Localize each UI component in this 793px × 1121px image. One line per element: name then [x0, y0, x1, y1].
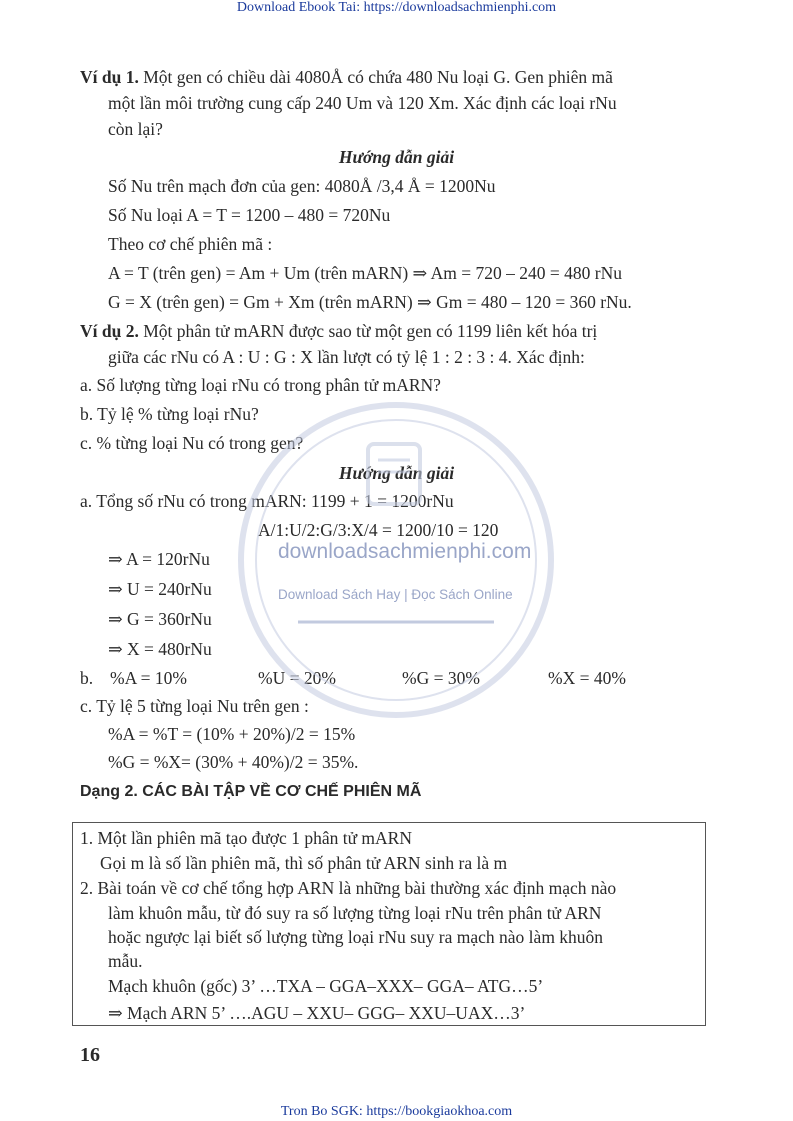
- solution2-a-line: a. Tổng số rNu có trong mARN: 1199 + 1 = 1200rNu: [80, 491, 454, 511]
- box-line: 1. Một lần phiên mã tạo được 1 phân tử mARN: [80, 828, 412, 848]
- count-u: ⇒ U = 240rNu: [108, 579, 212, 599]
- guide-title-2: Hướng dẫn giải: [338, 463, 455, 483]
- example1-label: Ví dụ 1.: [80, 67, 139, 87]
- section-title: Dạng 2. CÁC BÀI TẬP VỀ CƠ CHẾ PHIÊN MÃ: [80, 783, 422, 800]
- box-line: Gọi m là số lần phiên mã, thì số phân tử ARN sinh ra là m: [100, 853, 508, 873]
- question-a: a. Số lượng từng loại rNu có trong phân tử mARN?: [80, 375, 441, 395]
- solution1-line: Số Nu loại A = T = 1200 – 480 = 720Nu: [108, 205, 391, 225]
- solution2-ratio: A/1:U/2:G/3:X/4 = 1200/10 = 120: [258, 520, 499, 540]
- c-result-2: %G = %X= (30% + 40%)/2 = 35%.: [108, 752, 359, 772]
- guide-title-1: Hướng dẫn giải: [338, 147, 455, 167]
- example1-text1: Một gen có chiều dài 4080Å có chứa 480 Nu loại G. Gen phiên mã: [143, 67, 613, 87]
- question-b: b. Tỷ lệ % từng loại rNu?: [80, 404, 259, 424]
- percent-u: %U = 20%: [258, 668, 336, 688]
- solution1-line: G = X (trên gen) = Gm + Xm (trên mARN) ⇒ Gm = 480 – 120 = 360 rNu.: [108, 292, 632, 312]
- watermark-site: downloadsachmienphi.com: [278, 540, 532, 563]
- example2-text1: Một phân tử mARN được sao từ một gen có 1199 liên kết hóa trị: [143, 321, 598, 341]
- percent-x: %X = 40%: [548, 668, 626, 688]
- c-result-1: %A = %T = (10% + 20%)/2 = 15%: [108, 724, 356, 744]
- example1-line1: [80, 66, 613, 88]
- box-line: 2. Bài toán về cơ chế tổng hợp ARN là những bài thường xác định mạch nào: [80, 878, 617, 898]
- box-line: hoặc ngược lại biết số lượng từng loại rNu suy ra mạch nào làm khuôn: [108, 927, 604, 947]
- question-c: c. % từng loại Nu có trong gen?: [80, 433, 304, 453]
- count-a: ⇒ A = 120rNu: [108, 549, 210, 569]
- solution1-line: A = T (trên gen) = Am + Um (trên mARN) ⇒ Am = 720 – 240 = 480 rNu: [108, 263, 622, 283]
- example1-line2: một lần môi trường cung cấp 240 Um và 120 Xm. Xác định các loại rNu: [108, 93, 617, 113]
- watermark-tagline: Download Sách Hay | Đọc Sách Online: [278, 587, 513, 602]
- header-link[interactable]: Download Ebook Tai: https://downloadsachmienphi.com: [236, 0, 557, 15]
- example2-label: Ví dụ 2.: [80, 321, 139, 341]
- percent-a: %A = 10%: [110, 668, 187, 688]
- count-x: ⇒ X = 480rNu: [108, 639, 212, 659]
- example2-line1: [80, 320, 597, 342]
- footer-link[interactable]: Tron Bo SGK: https://bookgiaokhoa.com: [280, 1104, 513, 1119]
- box-line: Mạch khuôn (gốc) 3’ …TXA – GGA–XXX– GGA– ATG…5’: [108, 976, 544, 996]
- box-line: ⇒ Mạch ARN 5’ ….AGU – XXU– GGG– XXU–UAX…3’: [108, 1003, 526, 1023]
- page-number: 16: [80, 1044, 100, 1066]
- solution1-line: Số Nu trên mạch đơn của gen: 4080Å /3,4 Å = 1200Nu: [108, 176, 496, 196]
- box-line: mẫu.: [108, 951, 143, 971]
- count-g: ⇒ G = 360rNu: [108, 609, 212, 629]
- example2-line2: giữa các rNu có A : U : G : X lần lượt có tỷ lệ 1 : 2 : 3 : 4. Xác định:: [108, 347, 585, 367]
- example1-line3: còn lại?: [108, 119, 163, 139]
- box-line: làm khuôn mẫu, từ đó suy ra số lượng từng loại rNu trên phân tử ARN: [108, 903, 602, 923]
- percent-g: %G = 30%: [402, 668, 480, 688]
- solution2-c-line: c. Tỷ lệ 5 từng loại Nu trên gen :: [80, 696, 309, 716]
- solution1-line: Theo cơ chế phiên mã :: [108, 234, 273, 254]
- solution2-b-label: b.: [80, 668, 94, 688]
